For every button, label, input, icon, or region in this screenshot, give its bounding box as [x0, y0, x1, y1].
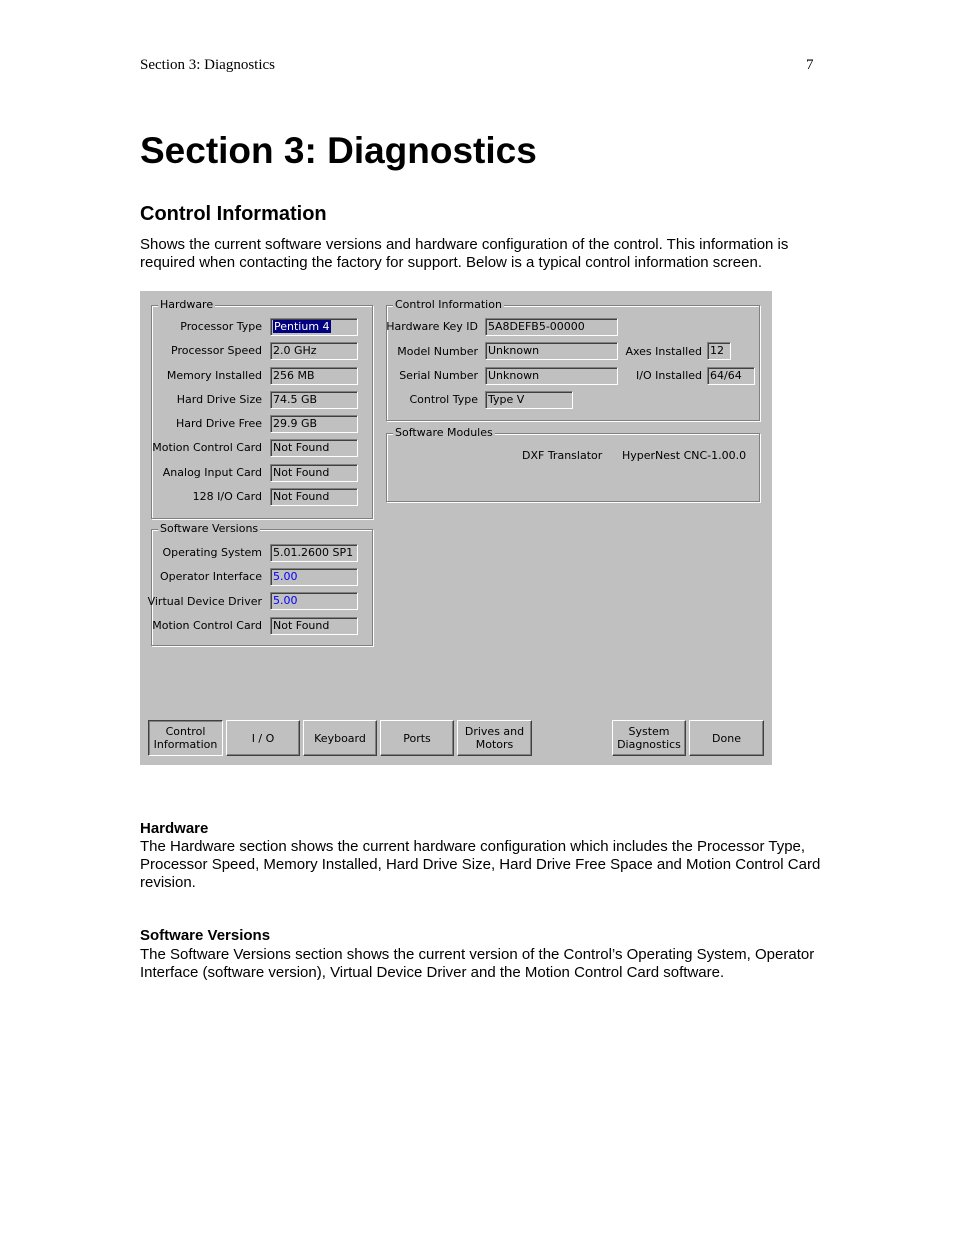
control-type-label: Control Type [409, 393, 478, 406]
control-info-screenshot [140, 291, 772, 765]
processor-type-field[interactable]: Pentium 4 [270, 318, 358, 336]
sw-label-0: Operating System [162, 546, 262, 559]
sw-label-3: Motion Control Card [152, 619, 262, 632]
control-information-legend: Control Information [395, 298, 502, 311]
software-subheading: Software Versions [140, 927, 271, 944]
hardware-subheading: Hardware [140, 820, 209, 837]
motion-control-card-field[interactable]: Not Found [270, 439, 358, 457]
hardware-key-label: Hardware Key ID [386, 320, 478, 333]
control-information-button[interactable]: Control Information [148, 720, 223, 756]
memory-installed-field[interactable]: 256 MB [270, 367, 358, 385]
software-paragraph: The Software Versions section shows the current version of the Control’s Operating System, Operator Interface (software version), Virtual Device Driver and the Motion Control Card software. [140, 946, 815, 981]
control-type-field[interactable]: Type V [485, 391, 573, 409]
io-button[interactable]: I / O [226, 720, 300, 756]
operating-system-field[interactable]: 5.01.2600 SP1 [270, 544, 358, 562]
keyboard-button[interactable]: Keyboard [303, 720, 377, 756]
section-heading: Control Information [140, 203, 327, 225]
io-installed-label: I/O Installed [636, 369, 702, 382]
serial-number-label: Serial Number [399, 369, 478, 382]
software-modules-group [386, 426, 760, 502]
hw-label-5: Motion Control Card [152, 441, 262, 454]
hardware-paragraph: The Hardware section shows the current hardware configuration which includes the Processor Type, Processor Speed, Memory Installed, Hard Drive Size, Hard Drive Free Space and Motion Control Card revision. [140, 838, 821, 891]
io-installed-field[interactable]: 64/64 [707, 367, 755, 385]
hw-label-3: Hard Drive Size [176, 393, 262, 406]
ports-button[interactable]: Ports [380, 720, 454, 756]
system-diagnostics-button[interactable]: System Diagnostics [612, 720, 686, 756]
done-button[interactable]: Done [689, 720, 764, 756]
page-title: Section 3: Diagnostics [140, 130, 537, 171]
sw-label-1: Operator Interface [160, 570, 262, 583]
hw-label-7: 128 I/O Card [192, 490, 262, 503]
axes-installed-field[interactable]: 12 [707, 342, 731, 360]
model-number-field[interactable]: Unknown [485, 342, 618, 360]
axes-installed-label: Axes Installed [625, 345, 702, 358]
drives-and-motors-button[interactable]: Drives and Motors [457, 720, 532, 756]
intro-paragraph: Shows the current software versions and hardware configuration of the control. This information is required when contacting the factory for support. Below is a typical control information screen. [140, 236, 789, 271]
hw-label-6: Analog Input Card [162, 466, 262, 479]
software-modules-legend: Software Modules [395, 426, 493, 439]
processor-speed-field[interactable]: 2.0 GHz [270, 342, 358, 360]
hw-label-0: Processor Type [180, 320, 262, 333]
hw-label-2: Memory Installed [166, 369, 262, 382]
virtual-device-driver-field[interactable]: 5.00 [270, 592, 358, 610]
sw-motion-control-card-field[interactable]: Not Found [270, 617, 358, 635]
serial-number-field[interactable]: Unknown [485, 367, 618, 385]
running-header: Section 3: Diagnostics [140, 57, 275, 73]
hw-label-1: Processor Speed [171, 344, 262, 357]
module-item: DXF Translator [522, 449, 603, 462]
operator-interface-field[interactable]: 5.00 [270, 568, 358, 586]
hard-drive-size-field[interactable]: 74.5 GB [270, 391, 358, 409]
hw-label-4: Hard Drive Free [176, 417, 262, 430]
page-number: 7 [806, 57, 814, 73]
hardware-group [151, 298, 373, 519]
module-item: HyperNest CNC-1.00.0 [622, 449, 747, 462]
hardware-legend: Hardware [160, 298, 214, 311]
analog-input-card-field[interactable]: Not Found [270, 464, 358, 482]
sw-label-2: Virtual Device Driver [147, 595, 262, 608]
io-card-field[interactable]: Not Found [270, 488, 358, 506]
hard-drive-free-field[interactable]: 29.9 GB [270, 415, 358, 433]
software-versions-legend: Software Versions [160, 522, 259, 535]
model-number-label: Model Number [397, 345, 478, 358]
hardware-key-field[interactable]: 5A8DEFB5-00000 [485, 318, 618, 336]
